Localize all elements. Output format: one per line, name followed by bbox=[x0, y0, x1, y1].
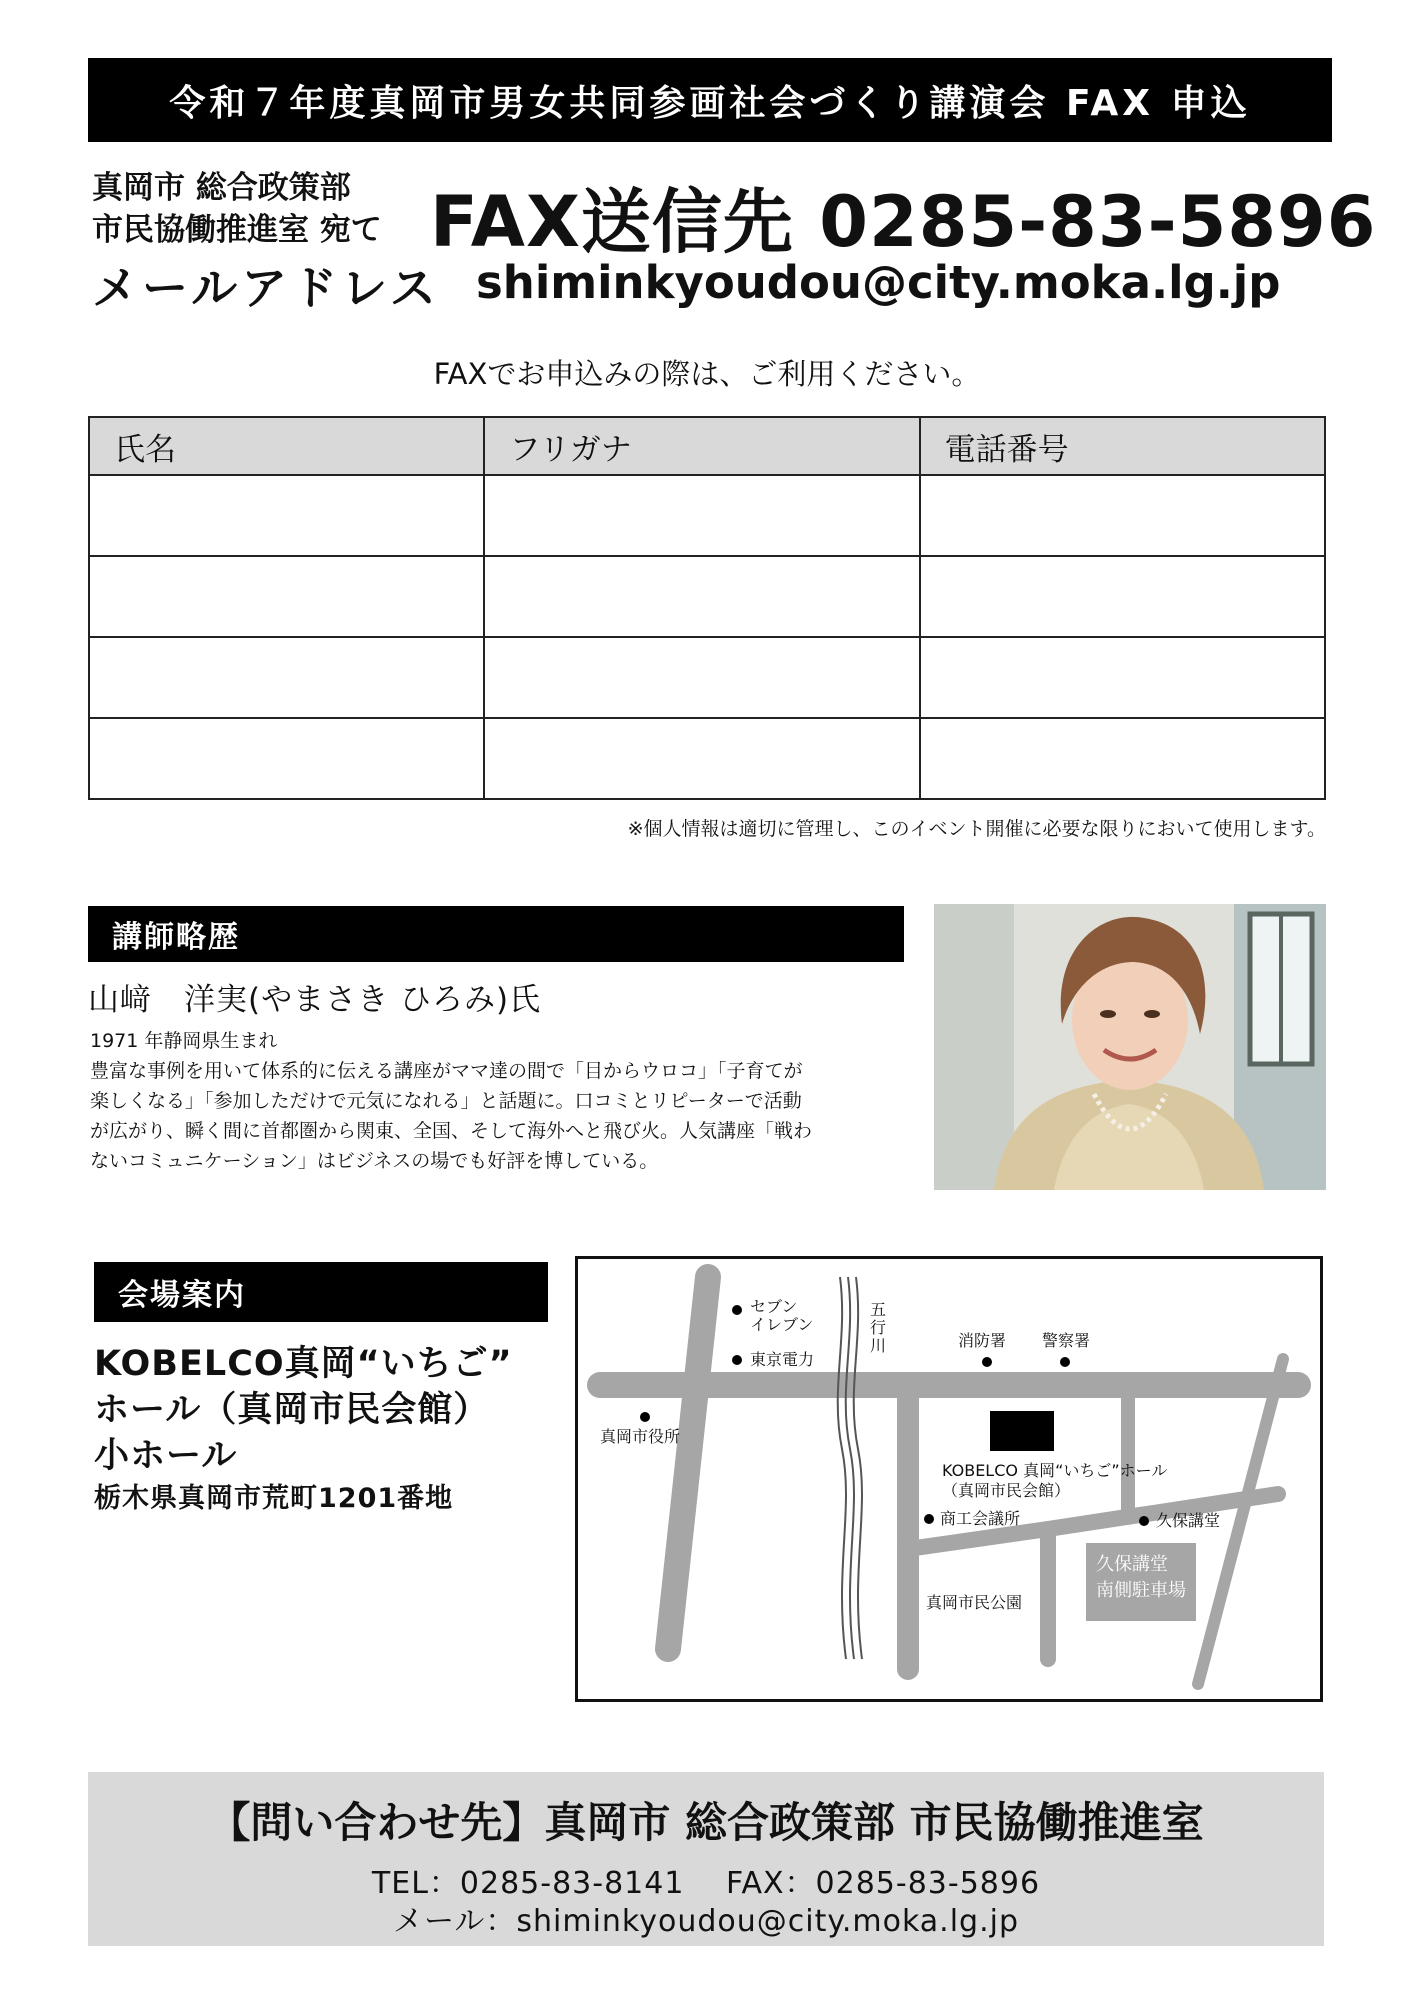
venue-heading-bar bbox=[94, 1262, 548, 1322]
map-label-city-hall: 真岡市役所 bbox=[600, 1427, 681, 1446]
name-cell[interactable] bbox=[89, 556, 484, 637]
tepco-dot bbox=[732, 1355, 742, 1365]
bio-line: が広がり、瞬く間に首都圏から関東、全国、そして海外へと飛び火。人気講座「戦わ bbox=[90, 1120, 813, 1142]
road-park-north bbox=[908, 1529, 1048, 1549]
phone-cell[interactable] bbox=[920, 718, 1325, 799]
phone-cell[interactable] bbox=[920, 556, 1325, 637]
column-header-phone: 電話番号 bbox=[920, 417, 1325, 475]
lecturer-bio bbox=[90, 1026, 910, 1176]
map-label-seven-eleven-1: セブン bbox=[750, 1297, 798, 1316]
chamber-dot bbox=[924, 1514, 934, 1524]
lecturer-portrait bbox=[934, 904, 1326, 1190]
hall-marker bbox=[990, 1411, 1054, 1451]
venue-address: 栃木県真岡市荒町1201番地 bbox=[94, 1483, 454, 1514]
dept-line-1: 真岡市 総合政策部 bbox=[92, 170, 351, 206]
furigana-cell[interactable] bbox=[484, 718, 919, 799]
contact-box bbox=[88, 1772, 1324, 1946]
river-icon bbox=[838, 1277, 862, 1659]
form-title: 令和７年度真岡市男女共同参画社会づくり講演会 FAX 申込 bbox=[169, 82, 1251, 124]
map-label-parking-1: 久保講堂 bbox=[1096, 1554, 1168, 1575]
table-row bbox=[89, 637, 1325, 718]
fax-destination: FAX送信先 0285-83-5896 bbox=[430, 181, 1377, 263]
seven-eleven-dot bbox=[732, 1305, 742, 1315]
map-label-chamber: 商工会議所 bbox=[940, 1509, 1021, 1528]
contact-mail: メール：shiminkyoudou@city.moka.lg.jp bbox=[392, 1904, 1020, 1939]
road-west bbox=[668, 1277, 708, 1649]
bio-line: 1971 年静岡県生まれ bbox=[90, 1030, 278, 1052]
venue-name-line-1: KOBELCO真岡“いちご” bbox=[94, 1344, 513, 1384]
name-cell[interactable] bbox=[89, 637, 484, 718]
map-label-river: 五 行 川 bbox=[870, 1300, 887, 1355]
furigana-cell[interactable] bbox=[484, 637, 919, 718]
form-title-bar bbox=[88, 58, 1332, 142]
bio-line: 豊富な事例を用いて体系的に伝える講座がママ達の間で「目からウロコ」「子育てが bbox=[90, 1060, 803, 1082]
column-header-furigana: フリガナ bbox=[484, 417, 919, 475]
bio-line: ないコミュニケーション」はビジネスの場でも好評を博している。 bbox=[90, 1150, 659, 1172]
venue-heading: 会場案内 bbox=[118, 1278, 246, 1313]
bio-line: 楽しくなる」「参加しただけで元気になれる」と話題に。口コミとリピーターで活動 bbox=[90, 1090, 802, 1112]
furigana-cell[interactable] bbox=[484, 475, 919, 556]
map-label-parking-2: 南側駐車場 bbox=[1096, 1580, 1186, 1601]
kubo-hall-dot bbox=[1139, 1516, 1149, 1526]
form-note: FAXでお申込みの際は、ご利用ください。 bbox=[433, 357, 981, 391]
furigana-cell[interactable] bbox=[484, 556, 919, 637]
mail-label: メールアドレス bbox=[92, 261, 440, 315]
application-table bbox=[88, 416, 1326, 800]
name-cell[interactable] bbox=[89, 475, 484, 556]
map-label-seven-eleven-2: イレブン bbox=[750, 1315, 814, 1334]
map-label-hall-2: （真岡市民会館） bbox=[942, 1481, 1071, 1500]
city-hall-dot bbox=[640, 1412, 650, 1422]
column-header-name: 氏名 bbox=[89, 417, 484, 475]
map-label-police: 警察署 bbox=[1042, 1331, 1091, 1350]
phone-cell[interactable] bbox=[920, 475, 1325, 556]
venue-name-line-3: 小ホール bbox=[94, 1436, 238, 1476]
lecturer-heading-bar bbox=[88, 906, 904, 962]
dept-line-2: 市民協働推進室 宛て bbox=[92, 212, 382, 248]
privacy-note: ※個人情報は適切に管理し、このイベント開催に必要な限りにおいて使用します。 bbox=[627, 818, 1326, 840]
name-cell[interactable] bbox=[89, 718, 484, 799]
map-label-hall-1: KOBELCO 真岡“いちご”ホール bbox=[942, 1461, 1168, 1480]
map-label-fire-station: 消防署 bbox=[958, 1331, 1007, 1350]
table-row bbox=[89, 556, 1325, 637]
venue-map bbox=[575, 1256, 1323, 1702]
contact-tel-fax: TEL：0285-83-8141 FAX：0285-83-5896 bbox=[371, 1866, 1041, 1901]
table-row bbox=[89, 475, 1325, 556]
map-label-kubo-hall: 久保講堂 bbox=[1156, 1511, 1221, 1530]
fire-station-dot bbox=[982, 1357, 992, 1367]
table-row bbox=[89, 718, 1325, 799]
mail-address: shiminkyoudou@city.moka.lg.jp bbox=[476, 256, 1281, 309]
phone-cell[interactable] bbox=[920, 637, 1325, 718]
table-header-row bbox=[89, 417, 1325, 475]
map-label-park: 真岡市民公園 bbox=[926, 1593, 1023, 1612]
venue-name-line-2: ホール（真岡市民会館） bbox=[94, 1390, 490, 1430]
police-dot bbox=[1060, 1357, 1070, 1367]
contact-title: 【問い合わせ先】真岡市 総合政策部 市民協働推進室 bbox=[208, 1798, 1204, 1847]
lecturer-name: 山﨑 洋実(やまさき ひろみ)氏 bbox=[88, 982, 542, 1018]
lecturer-heading: 講師略歴 bbox=[112, 920, 240, 955]
lecturer-photo bbox=[934, 904, 1326, 1190]
map-label-tepco: 東京電力 bbox=[750, 1350, 815, 1369]
